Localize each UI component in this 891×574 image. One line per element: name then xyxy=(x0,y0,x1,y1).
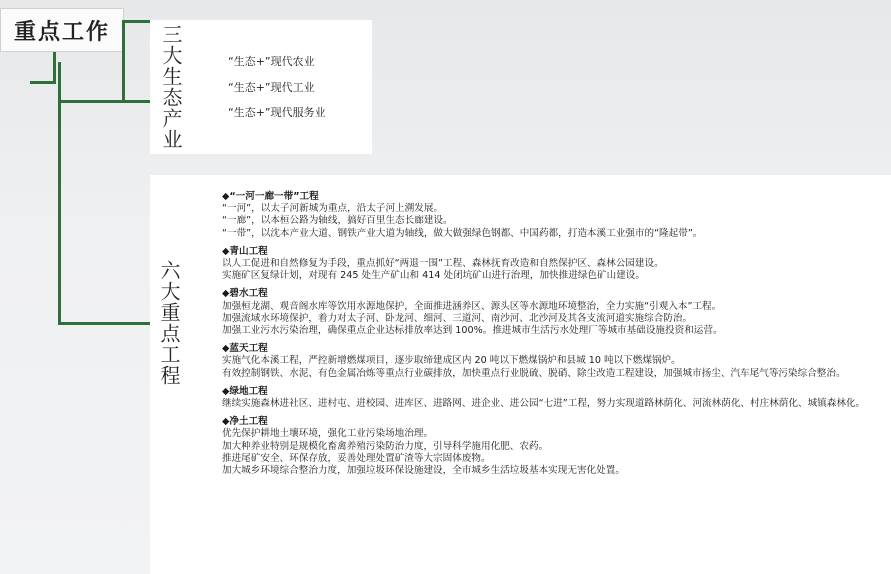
projects-list xyxy=(196,191,888,483)
industry-item-services: “生态+”现代服务业 xyxy=(228,106,326,119)
section-line: 加强桓龙湖、观音阁水库等饮用水源地保护，全面推进涵养区、源头区等水源地环境整治，全力实施“引观入本”工程。 xyxy=(222,300,722,312)
connector-branch1-upper xyxy=(122,20,125,102)
section-title: ◆蓝天工程 xyxy=(222,343,268,355)
section-title: ◆青山工程 xyxy=(222,245,268,257)
connector-title-down xyxy=(53,52,56,82)
industry-item-industry: “生态+”现代工业 xyxy=(228,81,315,94)
section-line: 继续实施森林进社区、进村屯、进校园、进库区、进路网、进企业、进公园“七进”工程，努力实现道路林荫化、河流林荫化、村庄林荫化、城镇森林化。 xyxy=(222,398,866,410)
section-line: “一河”，以太子河新城为重点，沿太子河上溯发展。 xyxy=(222,203,444,215)
section-line: 实施矿区复绿计划，对现有 245 处生产矿山和 414 处闭坑矿山进行治理，加快推进绿色矿山建设。 xyxy=(222,270,645,282)
section-line: 推进尾矿安全、环保存放，妥善处理处置矿渣等大宗固体废物。 xyxy=(222,452,491,464)
section-line: 优先保护耕地土壤环境，强化工业污染场地治理。 xyxy=(222,428,434,440)
connector-branch1-mid xyxy=(58,100,150,103)
section-title: ◆“一河一廊一带”工程 xyxy=(222,191,319,202)
connector-branch2 xyxy=(58,322,150,325)
section-line: 加大城乡环境综合整治力度，加强垃圾环保设施建设，全市城乡生活垃圾基本实现无害化处置。 xyxy=(222,465,625,477)
branch1-heading: 三大生态产业 xyxy=(159,24,183,150)
section-line: 加大种养业特别是规模化畜禽养殖污染防治力度，引导科学施用化肥、农药。 xyxy=(222,440,549,452)
section-line: 实施气化本溪工程，严控新增燃煤项目，逐步取缔建成区内 20 吨以下燃煤锅炉和县城 10 吨以下燃煤锅炉。 xyxy=(222,355,681,367)
connector-title-across xyxy=(30,81,56,84)
industry-item-agriculture: “生态+”现代农业 xyxy=(228,55,315,68)
section-line: 加强工业污水污染治理，确保重点企业达标排放率达到 100%。推进城市生活污水处理厂等城市基础设施投资和运营。 xyxy=(222,325,723,337)
section-line: “一廊”，以本桓公路为轴线，搞好百里生态长廊建设。 xyxy=(222,215,453,227)
section-line: “一带”，以沈本产业大道、钢铁产业大道为轴线，做大做强绿色钢都、中国药都，打造本溪工业强市的“隆起带”。 xyxy=(222,227,703,239)
project-section-green-mountain xyxy=(196,246,888,283)
project-section-river-corridor-belt xyxy=(196,191,888,240)
section-title: ◆净土工程 xyxy=(222,416,268,428)
connector-branch1-top xyxy=(122,20,150,23)
branch2-heading: 六大重点工程 xyxy=(157,260,181,386)
project-section-green-land xyxy=(196,386,888,410)
project-section-blue-sky xyxy=(196,343,888,380)
project-section-clear-water xyxy=(196,288,888,337)
section-title: ◆碧水工程 xyxy=(222,288,268,300)
section-line: 以人工促进和自然修复为手段，重点抓好“两退一围”工程、森林抚育改造和自然保护区、森林公园建设。 xyxy=(222,258,664,270)
page-title: 重点工作 xyxy=(0,8,124,52)
project-section-clean-soil xyxy=(196,416,888,477)
section-line: 加强流域水环境保护，着力对太子河、卧龙河、细河、三道河、南沙河、北沙河及其各支流河道实施综合防治。 xyxy=(222,312,693,324)
section-title: ◆绿地工程 xyxy=(222,385,268,397)
section-line: 有效控制钢铁、水泥、有色金属冶炼等重点行业碳排放，加快重点行业脱硫、脱硝、除尘改造工程建设，加强城市扬尘、汽车尾气等污染综合整治。 xyxy=(222,367,846,379)
